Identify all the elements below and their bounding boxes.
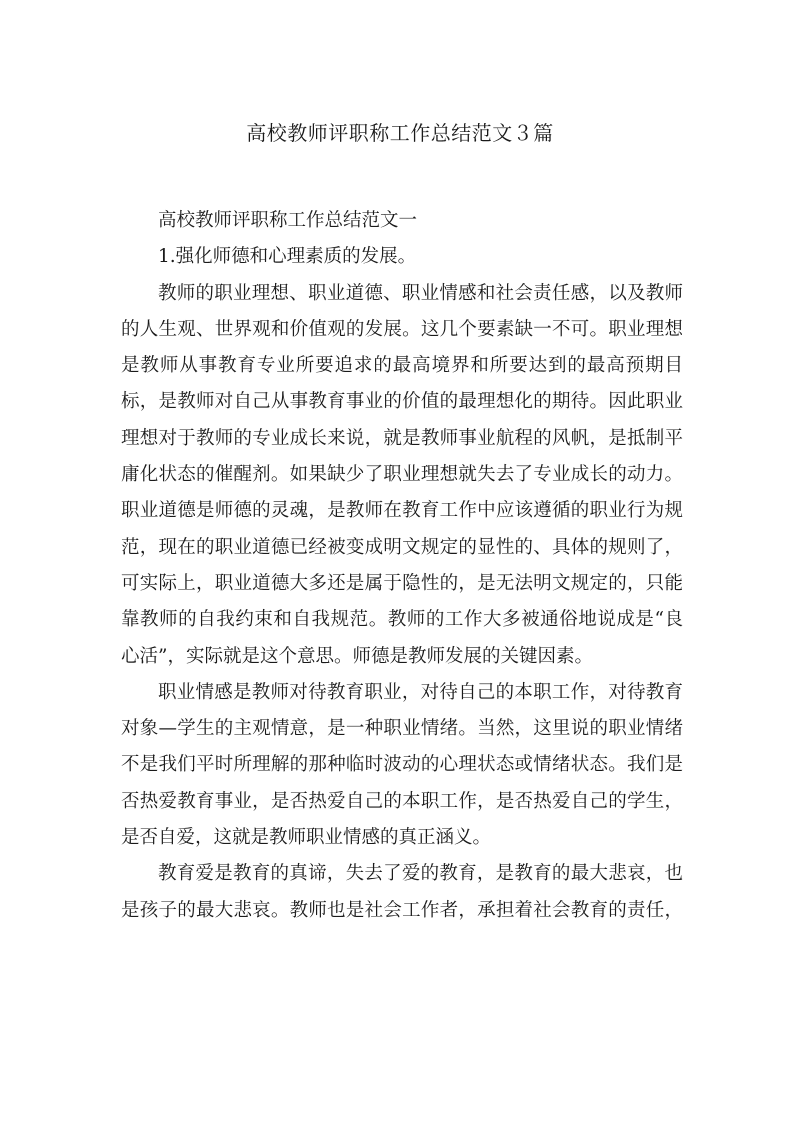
paragraph-line: 不是我们平时所理解的那种临时波动的心理状态或情绪状态。我们是 bbox=[121, 754, 683, 776]
paragraph-line: 职业道德是师德的灵魂，是教师在教育工作中应该遵循的职业行为规 bbox=[121, 500, 683, 522]
paragraph-line: 教师的职业理想、职业道德、职业情感和社会责任感，以及教师 bbox=[158, 282, 683, 304]
paragraph-line: 心活”，实际就是这个意思。师德是教师发展的关键因素。 bbox=[121, 645, 593, 667]
paragraph-line: 教育爱是教育的真谛，失去了爱的教育，是教育的最大悲哀，也 bbox=[158, 863, 683, 885]
document-title: 高校教师评职称工作总结范文３篇 bbox=[246, 121, 554, 145]
paragraph-line: 可实际上，职业道德大多还是属于隐性的，是无法明文规定的，只能 bbox=[121, 572, 683, 594]
paragraph-line: 职业情感是教师对待教育职业，对待自己的本职工作，对待教育 bbox=[158, 681, 683, 703]
paragraph-line: 是教师从事教育专业所要追求的最高境界和所要达到的最高预期目 bbox=[121, 355, 683, 377]
paragraph bbox=[121, 856, 683, 929]
article-heading: 高校教师评职称工作总结范文一 bbox=[158, 210, 418, 231]
paragraph-line: 理想对于教师的专业成长来说，就是教师事业航程的风帆，是抵制平 bbox=[121, 427, 683, 449]
paragraph-line: 标，是教师对自己从事教育事业的价值的最理想化的期待。因此职业 bbox=[121, 391, 683, 413]
document-body bbox=[121, 203, 683, 929]
paragraph-line: 范，现在的职业道德已经被变成明文规定的显性的、具体的规则了， bbox=[121, 536, 683, 558]
section-heading: 1.强化师德和心理素质的发展。 bbox=[158, 246, 417, 268]
paragraph bbox=[121, 276, 683, 675]
paragraph-line: 对象—学生的主观情意，是一种职业情绪。当然，这里说的职业情绪 bbox=[121, 718, 683, 740]
paragraph-line: 的人生观、世界观和价值观的发展。这几个要素缺一不可。职业理想 bbox=[121, 318, 683, 340]
paragraph-line: 靠教师的自我约束和自我规范。教师的工作大多被通俗地说成是“良 bbox=[121, 609, 683, 631]
paragraph-line: 否热爱教育事业，是否热爱自己的本职工作，是否热爱自己的学生， bbox=[121, 790, 683, 812]
paragraph-line: 庸化状态的催醒剂。如果缺少了职业理想就失去了专业成长的动力。 bbox=[121, 464, 683, 486]
paragraph bbox=[121, 675, 683, 856]
paragraph-line: 是孩子的最大悲哀。教师也是社会工作者，承担着社会教育的责任， bbox=[121, 899, 683, 921]
paragraph-line: 是否自爱，这就是教师职业情感的真正涵义。 bbox=[121, 827, 492, 849]
